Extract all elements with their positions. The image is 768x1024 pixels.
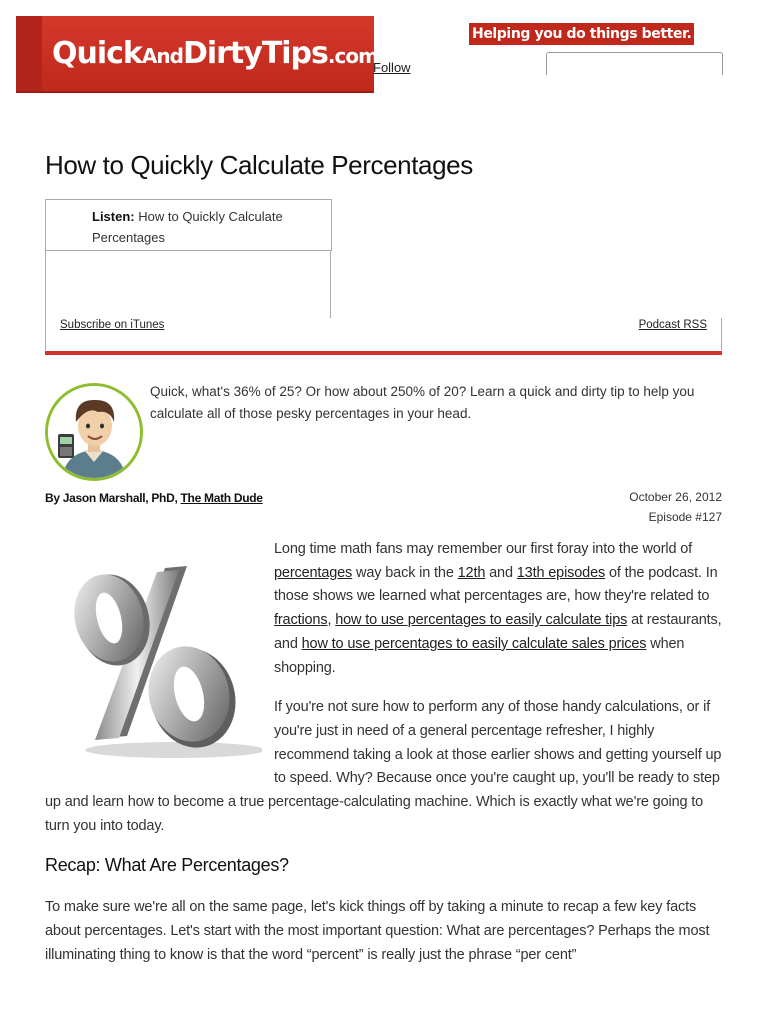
page-title: How to Quickly Calculate Percentages (45, 150, 473, 180)
episode-number: Episode #127 (648, 510, 722, 524)
calculate-tips-link[interactable]: how to use percentages to easily calculate tips (335, 612, 628, 629)
author-avatar (45, 383, 143, 481)
12th-episode-link[interactable]: 12th (457, 564, 486, 581)
podcast-rss-link[interactable]: Podcast RSS (638, 319, 707, 331)
site-logo[interactable] (16, 16, 387, 93)
p1-text-2: way back in the (352, 564, 458, 581)
article-body (45, 538, 723, 983)
follow-link[interactable]: Follow (373, 60, 411, 75)
percent-sign-image (45, 538, 262, 762)
logo-flag (16, 16, 42, 91)
p1-text-7: when shopping. (274, 635, 685, 676)
fractions-link[interactable]: fractions (274, 612, 328, 629)
byline-prefix: By Jason Marshall, PhD, (45, 491, 178, 505)
listen-text (92, 206, 312, 248)
p1-text-1: Long time math fans may remember our first foray into the world of (274, 541, 693, 557)
percentages-link[interactable]: percentages (274, 564, 353, 581)
logo-word-com: .com (327, 44, 378, 68)
p1-text-6: at restaurants, and (274, 612, 722, 652)
listen-label: Listen: (92, 209, 135, 224)
logo-word-and: And (141, 44, 183, 68)
logo-word-quick: Quick (52, 36, 142, 71)
percent-sign-icon (45, 538, 262, 762)
p1-text-4: of the podcast. In those shows we learned what percentages are, how they're related to (274, 564, 718, 605)
listen-box[interactable] (45, 199, 332, 251)
search-input[interactable] (546, 52, 723, 75)
player-border-left (45, 250, 46, 350)
byline (45, 491, 263, 505)
podcast-player (45, 199, 722, 355)
listen-title: How to Quickly Calculate Percentages (92, 209, 283, 245)
article-intro: Quick, what's 36% of 25? Or how about 250% of 20? Learn a quick and dirty tip to help you calculate all of those pesky percentages in your head. (150, 384, 695, 421)
author-link[interactable]: The Math Dude (180, 491, 263, 505)
logo-trademark: ™ (377, 36, 387, 47)
player-border-right (721, 318, 722, 350)
p1-text-5: , (327, 612, 336, 629)
13th-episode-link[interactable]: 13th episodes (516, 564, 606, 581)
math-dude-avatar-icon (48, 386, 140, 478)
subscribe-itunes-link[interactable]: Subscribe on iTunes (60, 319, 165, 331)
tagline-banner: Helping you do things better. (469, 23, 694, 45)
p1-text-3: and (485, 564, 517, 581)
player-border-mid (330, 250, 331, 318)
calculate-sales-link[interactable]: how to use percentages to easily calculate sales prices (301, 635, 647, 652)
section-heading: Recap: What Are Percentages? (45, 855, 289, 876)
logo-word-dirtytips: DirtyTips (182, 36, 328, 71)
article-paragraph-3: To make sure we're all on the same page, let's kick things off by taking a minute to recap a few key facts about percentages. Let's start with the most important question: What are percentages? Perhaps the most illuminating thing to know is that the word “percent” is really just the phrase “per cent” (45, 899, 710, 963)
publish-date: October 26, 2012 (629, 490, 722, 504)
logo-text (52, 36, 387, 71)
article-paragraph-2: If you're not sure how to perform any of those handy calculations, or if you're just in need of a general percentage refresher, I highly recommend taking a look at those earlier shows and getting yourself up to speed. Why? Because once you're caught up, you'll be ready to step up and learn how to become a true percentage-calculating machine. Which is exactly what we're going to turn you into today. (45, 699, 722, 834)
